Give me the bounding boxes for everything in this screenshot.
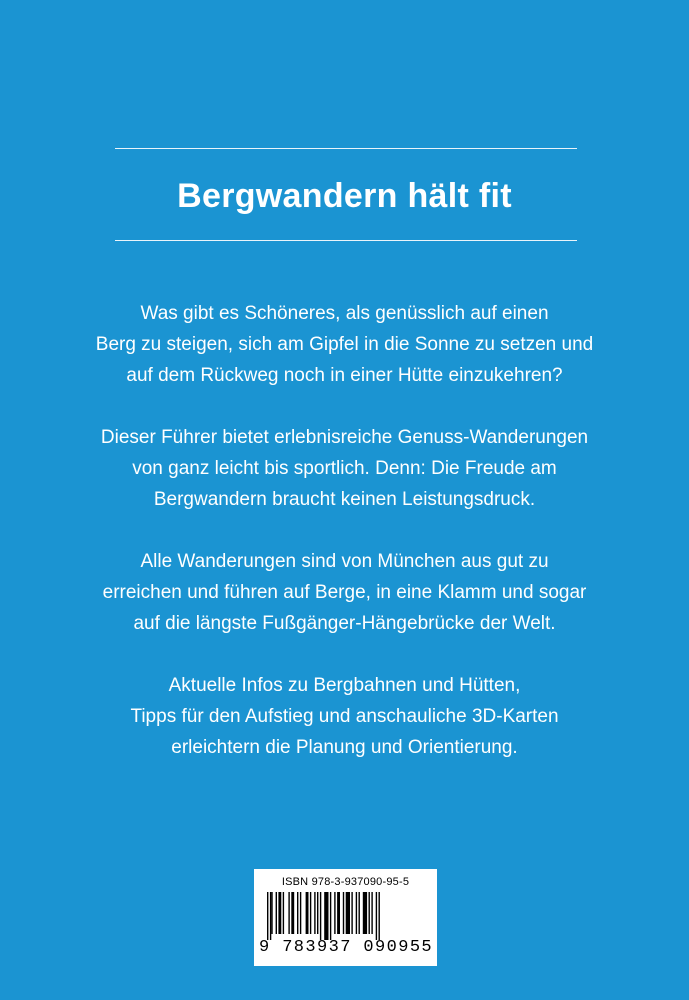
barcode-digits: 9 783937 090955 <box>259 938 434 957</box>
blurb-line: auf dem Rückweg noch in einer Hütte einzukehren? <box>126 365 563 386</box>
blurb-line: erleichtern die Planung und Orientierung. <box>171 737 518 758</box>
barcode-bar <box>343 892 344 934</box>
barcode-bar <box>283 892 284 934</box>
barcode-bar <box>371 892 372 934</box>
blurb-line: auf die längste Fußgänger-Hängebrücke der Welt. <box>133 613 556 634</box>
barcode-bar <box>310 892 311 934</box>
barcode-bar <box>356 892 357 934</box>
barcode-bar <box>297 892 298 934</box>
barcode-bar <box>324 892 328 940</box>
barcode-bar <box>288 892 289 934</box>
barcode-bar <box>337 892 340 934</box>
barcode-bar <box>330 892 331 940</box>
barcode-bar <box>278 892 281 934</box>
blurb-line: Was gibt es Schöneres, als genüsslich auf einen <box>140 303 549 324</box>
barcode-bars <box>263 892 428 940</box>
barcode-bar <box>267 892 268 940</box>
blurb-line: Berg zu steigen, sich am Gipfel in die Sonne zu setzen und <box>95 334 594 355</box>
top-divider <box>115 148 577 149</box>
barcode-bar <box>334 892 335 934</box>
cover-title: Bergwandern hält fit <box>177 177 512 215</box>
barcode-bar <box>346 892 350 934</box>
barcode-bar <box>276 892 277 934</box>
blurb-line: Aktuelle Infos zu Bergbahnen und Hütten, <box>168 675 521 696</box>
barcode-bar <box>306 892 309 934</box>
barcode-bar <box>369 892 370 934</box>
blurb-paragraph <box>60 670 629 763</box>
bottom-divider <box>115 240 577 241</box>
barcode-bar <box>320 892 321 940</box>
barcode-bar <box>363 892 367 934</box>
blurb-line: Dieser Führer bietet erlebnisreiche Genuss-Wanderungen <box>100 427 589 448</box>
barcode-bar <box>317 892 318 934</box>
blurb-paragraph <box>60 298 629 391</box>
isbn-barcode <box>254 869 437 966</box>
barcode-bar <box>376 892 377 940</box>
barcode-bar <box>379 892 380 940</box>
barcode-bar <box>291 892 294 934</box>
barcode-bar <box>300 892 301 934</box>
barcode-bar <box>351 892 352 934</box>
blurb-line: Tipps für den Aufstieg und anschauliche 3D-Karten <box>130 706 559 727</box>
blurb-line: erreichen und führen auf Berge, in eine Klamm und sogar <box>102 582 587 603</box>
barcode-bar <box>271 892 272 934</box>
barcode-bar <box>270 892 271 940</box>
barcode-bar <box>314 892 315 934</box>
blurb-line: Bergwandern braucht keinen Leistungsdruck. <box>153 489 536 510</box>
barcode-bar <box>359 892 360 934</box>
blurb-line: Alle Wanderungen sind von München aus gut zu <box>140 551 549 572</box>
blurb-line: von ganz leicht bis sportlich. Denn: Die Freude am <box>132 458 557 479</box>
blurb-paragraph <box>60 546 629 639</box>
blurb <box>60 298 629 794</box>
blurb-paragraph <box>60 422 629 515</box>
isbn-label: ISBN 978-3-937090-95-5 <box>281 876 410 888</box>
